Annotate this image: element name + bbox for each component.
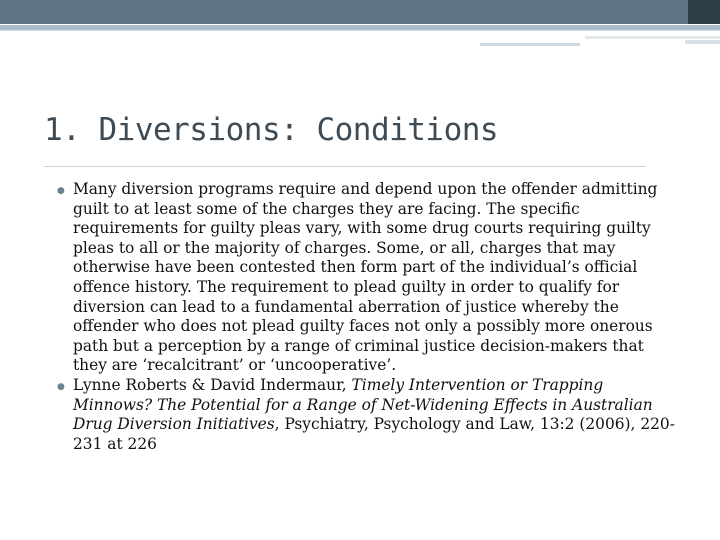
bullet-dot-icon: ● [57, 381, 65, 392]
citation-title: Timely Intervention or Trapping Minnows? The Potential for a Range of Net-Widening Effects in Australian Drug Diversion Initiatives [73, 375, 653, 434]
citation-authors: Lynne Roberts & David Indermaur, [73, 375, 352, 394]
title-divider [44, 166, 646, 167]
header-rule-light [0, 30, 720, 31]
bullet-list [51, 180, 681, 454]
citation-source: , Psychiatry, Psychology and Law, 13:2 (2006), 220-231 at 226 [73, 415, 675, 453]
decorative-rule [685, 40, 720, 44]
bullet-dot-icon: ● [57, 186, 65, 196]
header-band [0, 0, 720, 24]
decorative-rule [480, 43, 580, 46]
bullet-text: Many diversion programs require and depend upon the offender admitting guilt to at least some of the charges they are facing. The specific requirements for guilty pleas vary, with some drug courts requiring guilty pleas to all or the majority of charges. Some, or all, charges that may otherwise have been contested then form part of the individual’s official offence history. The requirement to plead guilty in order to qualify for diversion can lead to a fundamental aberration of justice whereby the offender who does not plead guilty faces not only a possibly more onerous path but a perception by a range of criminal justice decision-makers that they are ‘recalcitrant’ or ‘uncooperative’. [73, 180, 658, 375]
slide-title: 1. Diversions: Conditions [44, 112, 499, 148]
bullet-item [51, 180, 681, 376]
bullet-item-citation [51, 376, 681, 454]
header-band-accent [688, 0, 720, 24]
decorative-rule [585, 36, 720, 39]
